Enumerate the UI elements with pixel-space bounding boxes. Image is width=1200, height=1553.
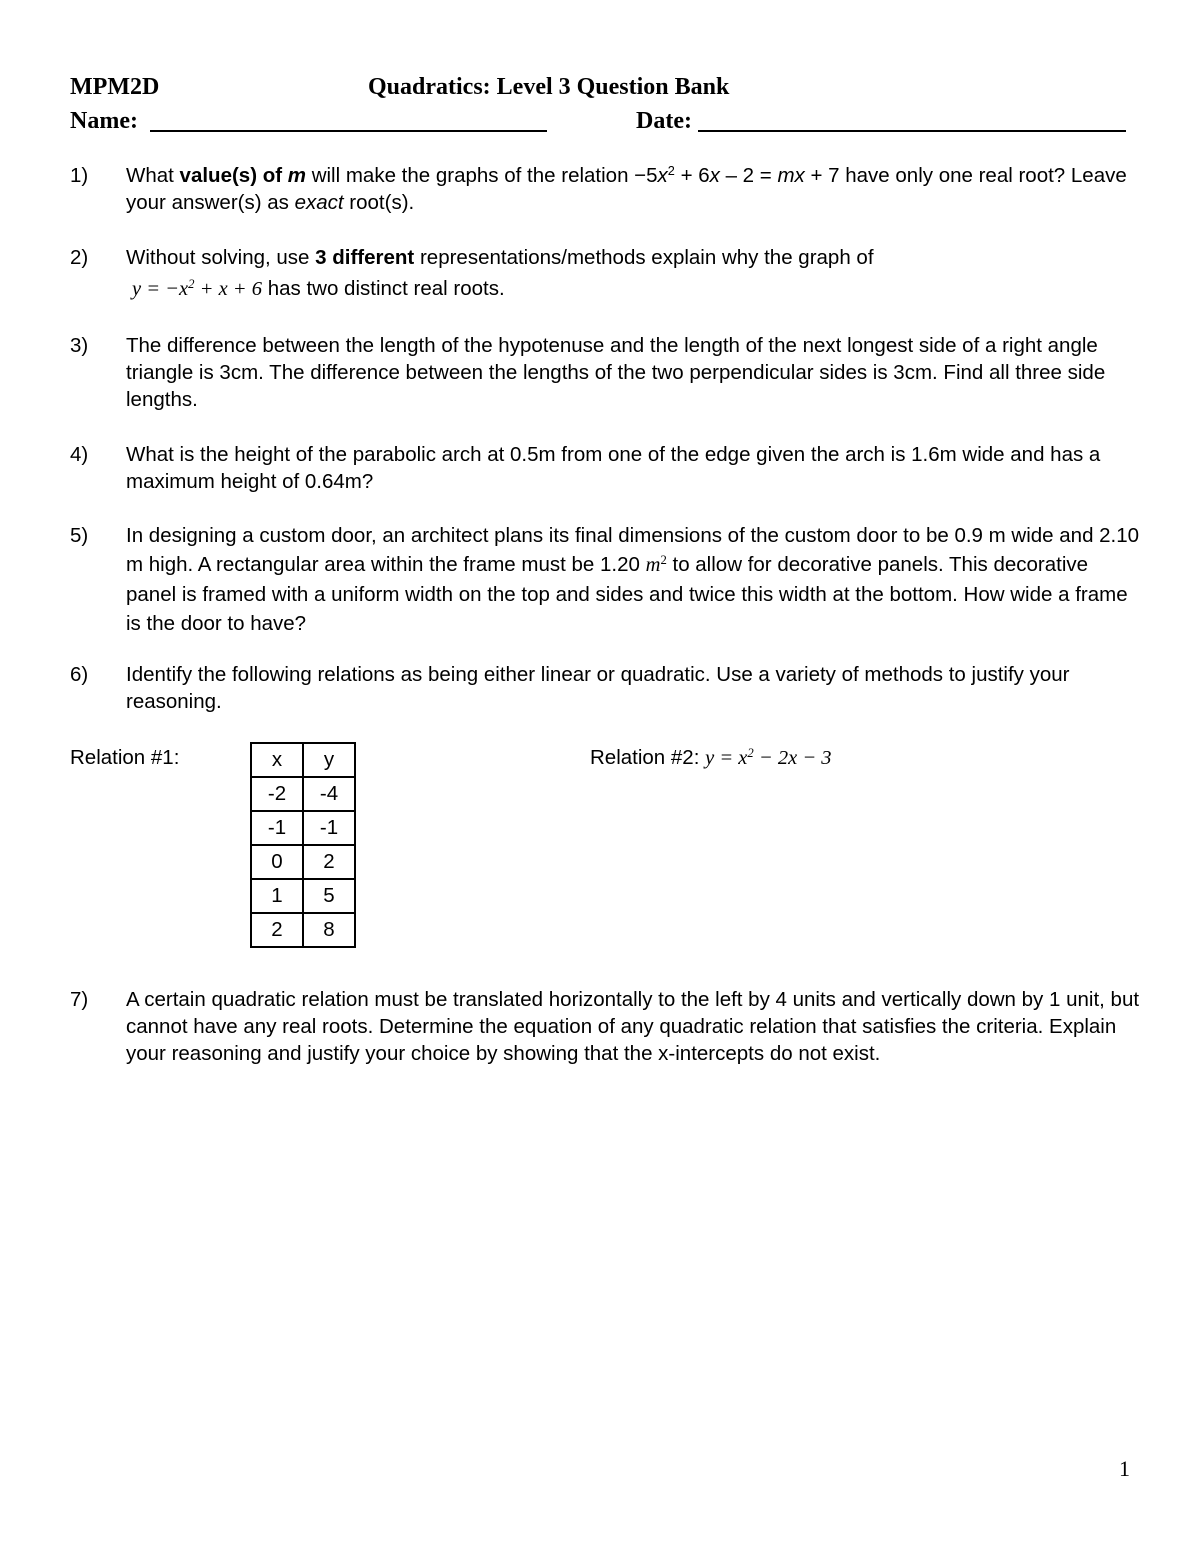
question-number: 1) <box>70 164 89 187</box>
name-blank-line[interactable] <box>150 130 547 132</box>
question-number: 5) <box>70 524 89 547</box>
table-cell: 0 <box>251 845 303 879</box>
question-text: Identify the following relations as being either linear or quadratic. Use a variety of methods to justify your reasoning. <box>126 663 1070 713</box>
question-text: What is the height of the parabolic arch at 0.5m from one of the edge given the arch is 1.6m wide and has a maximum height of 0.64m? <box>126 443 1101 493</box>
table-header-y: y <box>303 743 355 777</box>
date-label: Date: <box>636 108 692 134</box>
equation: $y = -x^2 + x + 6$ <box>132 277 263 300</box>
table-header-row <box>251 743 355 777</box>
table-cell: -1 <box>251 811 303 845</box>
table-cell: 2 <box>303 845 355 879</box>
question-number: 6) <box>70 663 89 686</box>
question-text: In designing a custom door, an architect plans its final dimensions of the custom door to be 0.9 m wide and 2.10 m high. A rectangular area within the frame must be 1.20 $m^2$ to allow for decorative panels. This decorative panel is framed with a uniform width on the top and sides and twice this width at the bottom. How wide a frame is the door to have? <box>126 524 1140 635</box>
table-row <box>251 913 355 947</box>
table-row <box>251 811 355 845</box>
relation-2-label: Relation #2: <box>590 746 700 769</box>
table-cell: -1 <box>303 811 355 845</box>
question-7 <box>70 986 1140 1067</box>
question-text: Without solving, use 3 different representations/methods explain why the graph of $y = -x^2 + x + 6$ has two distinct real roots. <box>126 246 874 300</box>
relation-1-table <box>250 742 356 948</box>
table-row <box>251 845 355 879</box>
relation-2-equation: $y = x^2 - 2x - 3$ <box>705 746 832 769</box>
question-text: What value(s) of m will make the graphs of the relation $-5x^2 + 6x - 2$ = mx + 7 have only one real root? Leave your answer(s) as exact root(s). <box>126 163 1127 214</box>
question-text: A certain quadratic relation must be translated horizontally to the left by 4 units and vertically down by 1 unit, but cannot have any real roots. Determine the equation of any quadratic relation that satisfies the criteria. Explain your reasoning and justify your choice by showing that the x-intercepts do not exist. <box>126 988 1140 1065</box>
question-4 <box>70 441 1140 495</box>
question-3 <box>70 332 1140 413</box>
table-header-x: x <box>251 743 303 777</box>
course-code: MPM2D <box>70 74 160 100</box>
table-cell: 5 <box>303 879 355 913</box>
question-number: 3) <box>70 334 89 357</box>
date-blank-line[interactable] <box>698 130 1126 132</box>
relation-1-label: Relation #1: <box>70 746 180 769</box>
page-title: Quadratics: Level 3 Question Bank <box>368 74 730 100</box>
table-cell: 2 <box>251 913 303 947</box>
question-number: 2) <box>70 246 89 269</box>
table-cell: 8 <box>303 913 355 947</box>
page-number: 1 <box>1119 1456 1130 1481</box>
question-6 <box>70 661 1140 715</box>
table-row <box>251 879 355 913</box>
question-5 <box>70 521 1140 638</box>
table-cell: -4 <box>303 777 355 811</box>
table-cell: 1 <box>251 879 303 913</box>
question-1 <box>70 162 1140 216</box>
table-row <box>251 777 355 811</box>
name-label: Name: <box>70 108 138 134</box>
relation-2 <box>590 746 832 770</box>
question-number: 7) <box>70 988 89 1011</box>
question-2 <box>70 244 1140 303</box>
question-number: 4) <box>70 443 89 466</box>
question-text: The difference between the length of the hypotenuse and the length of the next longest side of a right angle triangle is 3cm. The difference between the lengths of the two perpendicular sides is 3cm. Find all three side lengths. <box>126 334 1106 411</box>
table-cell: -2 <box>251 777 303 811</box>
